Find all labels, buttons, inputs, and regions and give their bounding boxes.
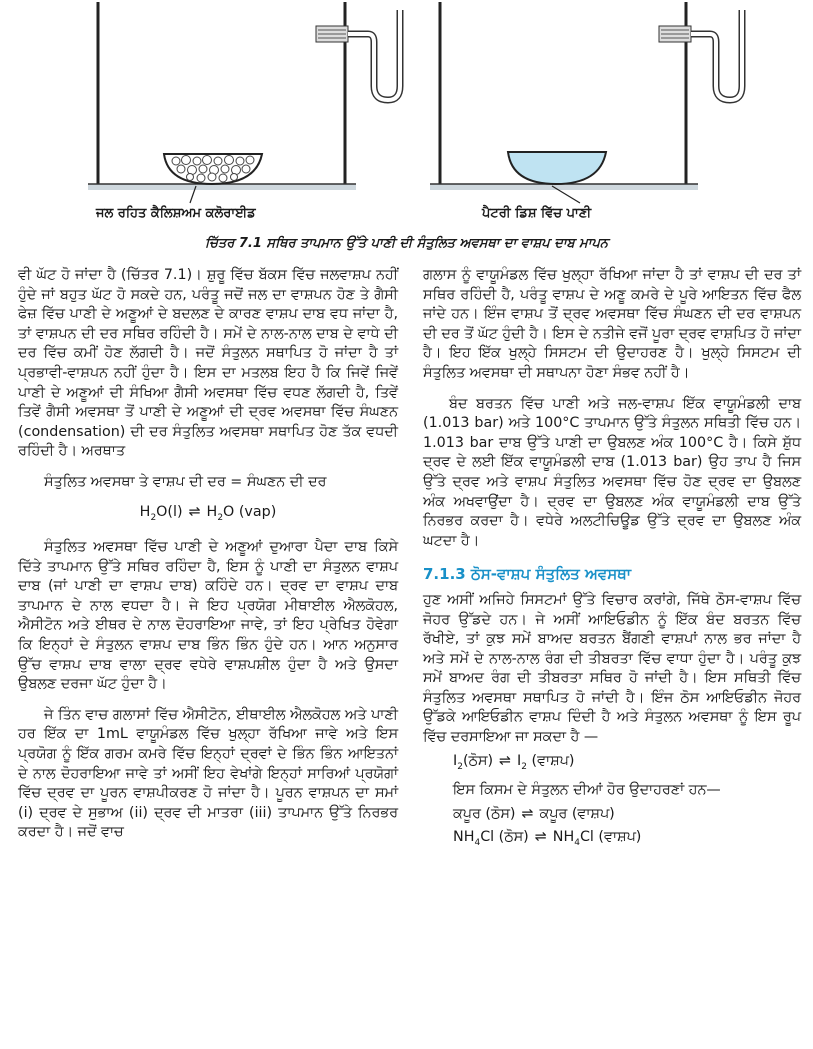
equilibrium-arrow-icon: ⇌ xyxy=(499,752,512,769)
figure-7-1 xyxy=(0,0,813,260)
left-figure-label: ਜਲ ਰਹਿਤ ਕੈਲਿਸ਼ਅਮ ਕਲੋਰਾਈਡ xyxy=(96,206,256,221)
right-figure-label: ਪੈਟਰੀ ਡਿਸ਼ ਵਿੱਚ ਪਾਣੀ xyxy=(482,206,592,221)
paragraph: ਹੁਣ ਅਸੀਂ ਅਜਿਹੇ ਸਿਸਟਮਾਂ ਉੱਤੇ ਵਿਚਾਰ ਕਰਾਂਗੇ, ਜਿੱਥੇ ਠੋਸ-ਵਾਸ਼ਪ ਵਿੱਚ ਜੋਹਰ ਉੱਡਦੇ ਹਨ। ਜੇ ਅਸੀਂ ਆਇਓਡੀਨ ਨੂੰ ਇੱਕ ਬੰਦ ਬਰਤਨ ਵਿੱਚ ਰੱਖੀਏ, ਤਾਂ ਕੁਝ ਸਮੇਂ ਬਾਅਦ ਬਰਤਨ ਬੈਂਗਣੀ ਵਾਸ਼ਪਾਂ ਨਾਲ ਭਰ ਜਾਂਦਾ ਹੈ ਅਤੇ ਸਮੇਂ ਦੇ ਨਾਲ-ਨਾਲ ਰੰਗ ਦੀ ਤੀਬਰਤਾ ਵਿੱਚ ਵਾਧਾ ਹੁੰਦਾ ਹੈ। ਪਰੰਤੂ ਕੁਝ ਸਮੇਂ ਬਾਅਦ ਰੰਗ ਦੀ ਤੀਬਰਤਾ ਸਥਿਰ ਹੋ ਜਾਂਦੀ ਹੈ। ਇਸ ਸਥਿਤੀ ਵਿੱਚ ਸੰਤੁਲਿਤ ਅਵਸਥਾ ਸਥਾਪਿਤ ਹੋ ਜਾਂਦੀ ਹੈ। ਇੰਜ ਠੋਸ ਆਇਓਡੀਨ ਜੋਹਰ ਉੱਡਕੇ ਆਇਓਡੀਨ ਵਾਸ਼ਪ ਦਿੰਦੀ ਹੈ ਅਤੇ ਸੰਤੁਲਨ ਅਵਸਥਾ ਨੂੰ ਇਸ ਰੂਪ ਵਿੱਚ ਦਰਸਾਇਆ ਜਾ ਸਕਦਾ ਹੈ — xyxy=(423,591,801,746)
paragraph: ਵੀ ਘੱਟ ਹੋ ਜਾਂਦਾ ਹੈ (ਚਿੱਤਰ 7.1)। ਸ਼ੁਰੂ ਵਿੱਚ ਬੱਕਸ ਵਿੱਚ ਜਲਵਾਸ਼ਪ ਨਹੀਂ ਹੁੰਦੇ ਜਾਂ ਬਹੁਤ ਘੱਟ ਹੋ ਸਕਦੇ ਹਨ, ਪਰੰਤੂ ਜਦੋਂ ਜਲ ਦਾ ਵਾਸ਼ਪਨ ਹੋਣ ਤੇ ਗੈਸੀ ਫੇਜ਼ ਵਿੱਚ ਪਾਣੀ ਦੇ ਅਣੂਆਂ ਦੇ ਬਦਲਣ ਦੇ ਕਾਰਣ ਵਾਸ਼ਪ ਦਾਬ ਵਧ ਜਾਂਦਾ ਹੈ, ਤਾਂ ਵਾਸ਼ਪਨ ਦੀ ਦਰ ਸਥਿਰ ਰਹਿੰਦੀ ਹੈ। ਸਮੇਂ ਦੇ ਨਾਲ-ਨਾਲ ਦਾਬ ਦੇ ਵਾਧੇ ਦੀ ਦਰ ਵਿੱਚ ਕਮੀਂ ਹੋਣ ਲੱਗਦੀ ਹੈ। ਜਦੋਂ ਸੰਤੁਲਨ ਸਥਾਪਿਤ ਹੋ ਜਾਂਦਾ ਹੈ ਤਾਂ ਪ੍ਰਭਾਵੀ-ਵਾਸ਼ਪਨ ਨਹੀਂ ਹੁੰਦਾ ਹੈ। ਇਸ ਦਾ ਮਤਲਬ ਇਹ ਹੈ ਕਿ ਜਿਵੇਂ ਜਿਵੇਂ ਪਾਣੀ ਦੇ ਅਣੂਆਂ ਦੀ ਸੰਖਿਆ ਗੈਸੀ ਅਵਸਥਾ ਵਿੱਚ ਵਧਣ ਲੱਗਦੀ ਹੈ, ਤਿਵੇਂ ਤਿਵੇਂ ਗੈਸੀ ਅਵਸਥਾ ਤੋਂ ਪਾਣੀ ਦੇ ਅਣੂਆਂ ਦੀ ਦ੍ਰਵ ਅਵਸਥਾ ਵਿੱਚ ਸੰਘਣਨ (condensation) ਦੀ ਦਰ ਸੰਤੁਲਿਤ ਅਵਸਥਾ ਸਥਾਪਿਤ ਹੋਣ ਤੱਕ ਵਧਦੀ ਰਹਿੰਦੀ ਹੈ। ਅਰਥਾਤ xyxy=(18,267,398,460)
right-column xyxy=(423,266,801,858)
equilibrium-arrow-icon: ⇌ xyxy=(521,805,534,822)
equation-camphor: ਕਪੂਰ (ਠੋਸ) ⇌ ਕਪੂਰ (ਵਾਸ਼ਪ) xyxy=(423,805,801,825)
paragraph: ਸੰਤੁਲਿਤ ਅਵਸਥਾ ਵਿੱਚ ਪਾਣੀ ਦੇ ਅਣੂਆਂ ਦੁਆਰਾ ਪੈਦਾ ਦਾਬ ਕਿਸੇ ਦਿੱਤੇ ਤਾਪਮਾਨ ਉੱਤੇ ਸਥਿਰ ਰਹਿੰਦਾ ਹੈ, ਇਸ ਨੂੰ ਪਾਣੀ ਦਾ ਸੰਤੁਲਨ ਵਾਸ਼ਪ ਦਾਬ (ਜਾਂ ਪਾਣੀ ਦਾ ਵਾਸ਼ਪ ਦਾਬ) ਕਹਿੰਦੇ ਹਨ। ਦ੍ਰਵ ਦਾ ਵਾਸ਼ਪ ਦਾਬ ਤਾਪਮਾਨ ਦੇ ਨਾਲ ਵਧਦਾ ਹੈ। ਜੇ ਇਹ ਪ੍ਰਯੋਗ ਮੀਥਾਈਲ ਐਲਕੋਹਲ, ਐਸੀਟੋਨ ਅਤੇ ਈਥਰ ਦੇ ਨਾਲ ਦੋਹਰਾਇਆ ਜਾਵੇ, ਤਾਂ ਇਹ ਪ੍ਰੇਖਿਤ ਹੋਵੇਗਾ ਕਿ ਇਨ੍ਹਾਂ ਦੇ ਸੰਤੁਲਨ ਵਾਸ਼ਪ ਦਾਬ ਭਿੰਨ ਭਿੰਨ ਹੁੰਦੇ ਹਨ। ਆਨ ਅਨੁਸਾਰ ਉੱਚ ਵਾਸ਼ਪ ਦਾਬ ਵਾਲਾ ਦ੍ਰਵ ਵਧੇਰੇ ਵਾਸ਼ਪਸ਼ੀਲ ਹੁੰਦਾ ਹੈ ਅਤੇ ਉਸਦਾ ਉਬਲਣ ਦਰਜਾ ਘੱਟ ਹੁੰਦਾ ਹੈ। xyxy=(18,538,398,693)
right-closed-box xyxy=(430,2,742,203)
paragraph: ਗਲਾਸ ਨੂੰ ਵਾਯੂਮੰਡਲ ਵਿੱਚ ਖੁਲ੍ਹਾ ਰੱਖਿਆ ਜਾਂਦਾ ਹੈ ਤਾਂ ਵਾਸ਼ਪ ਦੀ ਦਰ ਤਾਂ ਸਥਿਰ ਰਹਿੰਦੀ ਹੈ, ਪਰੰਤੂ ਵਾਸ਼ਪ ਦੇ ਅਣੂ ਕਮਰੇ ਦੇ ਪੂਰੇ ਆਇਤਨ ਵਿੱਚ ਫੈਲ ਜਾਂਦੇ ਹਨ। ਇੰਜ ਵਾਸ਼ਪ ਤੋਂ ਦ੍ਰਵ ਅਵਸਥਾ ਵਿੱਚ ਸੰਘਣਨ ਦੀ ਦਰ ਵਾਸ਼ਪਨ ਦੀ ਦਰ ਤੋਂ ਘੱਟ ਹੁੰਦੀ ਹੈ। ਇਸ ਦੇ ਨਤੀਜੇ ਵਜੋਂ ਪੂਰਾ ਦ੍ਰਵ ਵਾਸ਼ਪਿਤ ਹੋ ਜਾਂਦਾ ਹੈ। ਇਹ ਇੱਕ ਖੁਲ੍ਹੇ ਸਿਸਟਮ ਦੀ ਉਦਾਹਰਣ ਹੈ। ਖੁਲ੍ਹੇ ਸਿਸਟਮ ਦੀ ਸੰਤੁਲਿਤ ਅਵਸਥਾ ਦੀ ਸਥਾਪਨਾ ਹੋਣਾ ਸੰਭਵ ਨਹੀਂ ਹੈ। xyxy=(423,267,801,381)
equilibrium-arrow-icon: ⇌ xyxy=(188,503,201,520)
figure-illustration xyxy=(0,0,813,232)
equation-iodine: $I_2(ਠੋਸ)$ ⇌ $I_2$ (ਵਾਸ਼ਪ) xyxy=(453,752,575,772)
paragraph: ਸੰਤੁਲਿਤ ਅਵਸਥਾ ਤੇ ਵਾਸ਼ਪ ਦੀ ਦਰ = ਸੰਘਣਨ ਦੀ ਦਰ xyxy=(44,473,327,490)
left-closed-box xyxy=(88,2,400,203)
left-column xyxy=(18,266,398,843)
equation-water: $H_2O(l)$ ⇌ $H_2O$ (vap) xyxy=(139,503,277,523)
paragraph: ਜੇ ਤਿੰਨ ਵਾਚ ਗਲਾਸਾਂ ਵਿੱਚ ਐਸੀਟੋਨ, ਈਥਾਈਲ ਐਲਕੋਹਲ ਅਤੇ ਪਾਣੀ ਹਰ ਇੱਕ ਦਾ 1mL ਵਾਯੂਮੰਡਲ ਵਿੱਚ ਖੁਲ੍ਹਾ ਰੱਖਿਆ ਜਾਵੇ ਅਤੇ ਇਸ ਪ੍ਰਯੋਗ ਨੂੰ ਇੱਕ ਗਰਮ ਕਮਰੇ ਵਿੱਚ ਇਨ੍ਹਾਂ ਦ੍ਰਵਾਂ ਦੇ ਭਿੰਨ ਭਿੰਨ ਆਇਤਨਾਂ ਦੇ ਨਾਲ ਦੋਹਰਾਇਆ ਜਾਵੇ ਤਾਂ ਅਸੀਂ ਇਹ ਵੇਖਾਂਗੇ ਇਨ੍ਹਾਂ ਸਾਰਿਆਂ ਪ੍ਰਯੋਗਾਂ ਵਿੱਚ ਦ੍ਰਵ ਦਾ ਪੂਰਨ ਵਾਸ਼ਪੀਕਰਣ ਹੋ ਜਾਂਦਾ ਹੈ। ਪੂਰਨ ਵਾਸ਼ਪਨ ਦਾ ਸਮਾਂ (i) ਦ੍ਰਵ ਦੇ ਸੁਭਾਅ (ii) ਦ੍ਰਵ ਦੀ ਮਾਤਰਾ (iii) ਤਾਪਮਾਨ ਉੱਤੇ ਨਿਰਭਰ ਕਰਦਾ ਹੈ। ਜਦੋਂ ਵਾਚ xyxy=(18,706,398,841)
equation-ammonium-chloride: $NH_4Cl$ (ਠੋਸ) ⇌ $NH_4Cl$ (ਵਾਸ਼ਪ) xyxy=(453,829,642,849)
equilibrium-arrow-icon: ⇌ xyxy=(534,829,547,846)
paragraph: ਇਸ ਕਿਸਮ ਦੇ ਸੰਤੁਲਨ ਦੀਆਂ ਹੋਰ ਉਦਾਹਰਣਾਂ ਹਨ— xyxy=(453,782,721,799)
figure-caption: ਚਿੱਤਰ 7.1 ਸਥਿਰ ਤਾਪਮਾਨ ਉੱਤੇ ਪਾਣੀ ਦੀ ਸੰਤੁਲਿਤ ਅਵਸਥਾ ਦਾ ਵਾਸ਼ਪ ਦਾਬ ਮਾਪਨ xyxy=(205,236,608,251)
section-heading: 7.1.3 ਠੋਸ-ਵਾਸ਼ਪ ਸੰਤੁਲਿਤ ਅਵਸਥਾ xyxy=(423,565,632,584)
paragraph: ਬੰਦ ਬਰਤਨ ਵਿੱਚ ਪਾਣੀ ਅਤੇ ਜਲ-ਵਾਸ਼ਪ ਇੱਕ ਵਾਯੂਮੰਡਲੀ ਦਾਬ (1.013 bar) ਅਤੇ 100°C ਤਾਪਮਾਨ ਉੱਤੇ ਸੰਤੁਲਨ ਸਥਿਤੀ ਵਿੱਚ ਹਨ। 1.013 bar ਦਾਬ ਉੱਤੇ ਪਾਣੀ ਦਾ ਉਬਲਣ ਅੰਕ 100°C ਹੈ। ਕਿਸੇ ਸ਼ੁੱਧ ਦ੍ਰਵ ਦੇ ਲਈ ਇੱਕ ਵਾਯੂਮੰਡਲੀ ਦਾਬ (1.013 bar) ਉਹ ਤਾਪ ਹੈ ਜਿਸ ਉੱਤੇ ਦ੍ਰਵ ਅਤੇ ਵਾਸ਼ਪ ਸੰਤੁਲਿਤ ਅਵਸਥਾ ਵਿੱਚ ਹੋਣ ਦ੍ਰਵ ਦਾ ਉਬਲਣ ਅੰਕ ਅਖਵਾਉਂਦਾ ਹੈ। ਦ੍ਰਵ ਦਾ ਉਬਲਣ ਅੰਕ ਵਾਯੂਮੰਡਲੀ ਦਾਬ ਉੱਤੇ ਨਿਰਭਰ ਕਰਦਾ ਹੈ। ਵਧੇਰੇ ਅਲਟੀਚਿਊਡ ਉੱਤੇ ਦ੍ਰਵ ਦਾ ਉਬਲਣ ਅੰਕ ਘਟਦਾ ਹੈ। xyxy=(423,395,801,549)
